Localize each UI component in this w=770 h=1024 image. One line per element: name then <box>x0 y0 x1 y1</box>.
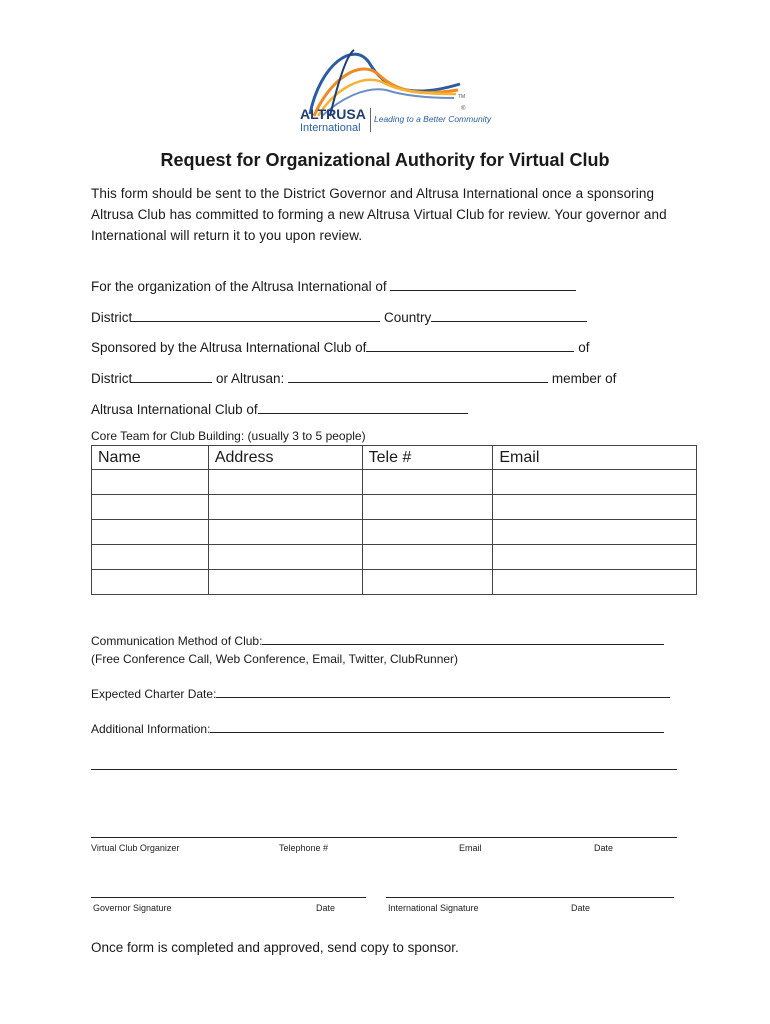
cell[interactable] <box>208 520 362 545</box>
altrusan-label: or Altrusan: <box>216 371 285 386</box>
logo-sub: International <box>300 122 361 134</box>
district-row <box>91 307 587 325</box>
communication-field[interactable] <box>262 633 664 645</box>
header-address: Address <box>208 446 362 470</box>
altrusa-logo <box>300 44 492 136</box>
cell[interactable] <box>92 570 209 595</box>
cell[interactable] <box>493 495 697 520</box>
of-label: of <box>578 340 590 355</box>
table-row <box>92 470 697 495</box>
governor-date-label: Date <box>316 903 336 913</box>
charter-field[interactable] <box>216 686 670 698</box>
cell[interactable] <box>362 495 493 520</box>
cell[interactable] <box>362 570 493 595</box>
additional-label: Additional Information: <box>91 722 211 736</box>
international-date-label: Date <box>571 903 591 913</box>
sponsored-row <box>91 337 589 355</box>
charter-row <box>91 686 670 701</box>
organizer-label: Virtual Club Organizer <box>91 843 180 853</box>
additional-field[interactable] <box>210 721 664 733</box>
international-signature-line[interactable] <box>386 897 674 898</box>
communication-row <box>91 633 664 648</box>
district2-field[interactable] <box>132 368 212 383</box>
logo-divider <box>370 108 371 132</box>
altrusan-row <box>91 368 616 386</box>
cell[interactable] <box>493 470 697 495</box>
core-team-caption: Core Team for Club Building: (usually 3 to 5 people) <box>91 429 366 443</box>
cell[interactable] <box>362 520 493 545</box>
additional-line-2[interactable] <box>91 769 677 770</box>
org-label: For the organization of the Altrusa International of <box>91 279 387 294</box>
table-header-row <box>92 446 697 470</box>
intro-paragraph: This form should be sent to the District Governor and Altrusa International once a sponsoring Altrusa Club has committed to forming a new Altrusa Virtual Club for review. Your governor and International will return it to you upon review. <box>91 186 667 243</box>
header-name: Name <box>92 446 209 470</box>
page-title: Request for Organizational Authority for Virtual Club <box>160 150 610 170</box>
logo-reg: ® <box>461 106 466 112</box>
table-row <box>92 520 697 545</box>
table-row <box>92 495 697 520</box>
header-email: Email <box>493 446 697 470</box>
cell[interactable] <box>493 545 697 570</box>
country-label: Country <box>384 310 432 325</box>
table-row <box>92 545 697 570</box>
governor-label: Governor Signature <box>93 903 172 913</box>
cell[interactable] <box>208 570 362 595</box>
cell[interactable] <box>362 470 493 495</box>
international-label: International Signature <box>388 903 479 913</box>
country-field[interactable] <box>431 307 587 322</box>
member-label: member of <box>551 371 617 386</box>
footer-note: Once form is completed and approved, send copy to sponsor. <box>91 940 459 955</box>
communication-note: (Free Conference Call, Web Conference, Email, Twitter, ClubRunner) <box>91 652 459 666</box>
cell[interactable] <box>92 545 209 570</box>
table-row <box>92 570 697 595</box>
sponsored-field[interactable] <box>366 337 574 352</box>
district-field[interactable] <box>132 307 380 322</box>
cell[interactable] <box>208 470 362 495</box>
sponsored-label: Sponsored by the Altrusa International Club of <box>91 340 367 355</box>
logo-brand: ALTRUSA <box>300 106 366 122</box>
cell[interactable] <box>362 545 493 570</box>
header-tele: Tele # <box>362 446 493 470</box>
email-label: Email <box>459 843 482 853</box>
cell[interactable] <box>92 470 209 495</box>
date-label: Date <box>594 843 614 853</box>
logo-tm: TM <box>458 94 466 100</box>
org-field[interactable] <box>390 276 576 291</box>
cell[interactable] <box>493 520 697 545</box>
organizer-signature-line[interactable] <box>91 837 677 838</box>
district2-label: District <box>91 371 133 386</box>
additional-row <box>91 721 664 736</box>
altrusan-field[interactable] <box>288 368 548 383</box>
org-row <box>91 276 576 294</box>
governor-signature-line[interactable] <box>91 897 366 898</box>
charter-label: Expected Charter Date: <box>91 687 217 701</box>
communication-label: Communication Method of Club: <box>91 634 263 648</box>
cell[interactable] <box>208 545 362 570</box>
telephone-label: Telephone # <box>279 843 329 853</box>
cell[interactable] <box>92 495 209 520</box>
club-row <box>91 399 468 417</box>
district-label: District <box>91 310 133 325</box>
club-field[interactable] <box>258 399 468 414</box>
cell[interactable] <box>208 495 362 520</box>
logo-tagline: Leading to a Better Community <box>374 114 492 124</box>
core-team-table <box>91 445 697 595</box>
cell[interactable] <box>92 520 209 545</box>
club-label: Altrusa International Club of <box>91 402 258 417</box>
cell[interactable] <box>493 570 697 595</box>
